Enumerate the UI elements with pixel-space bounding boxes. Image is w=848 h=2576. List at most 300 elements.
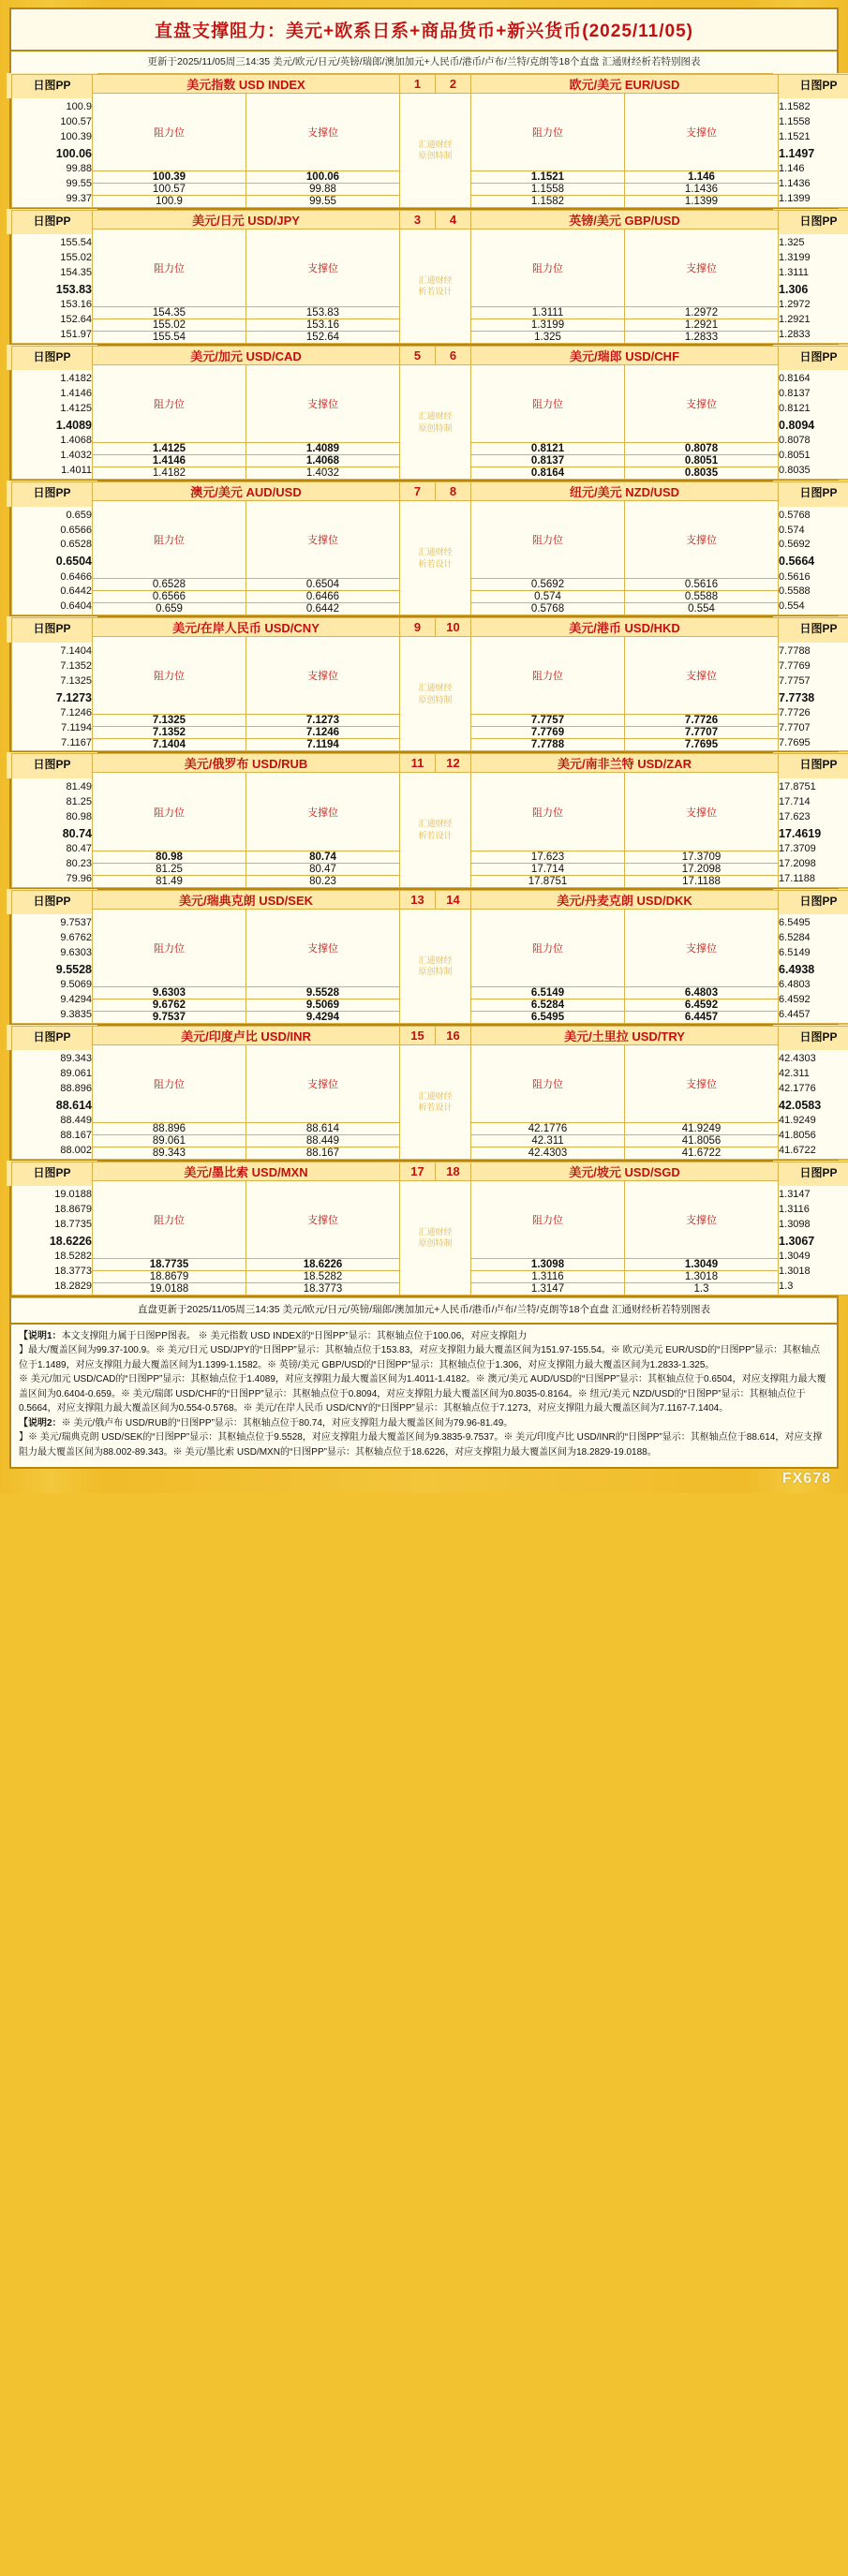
support-value-right: 7.7726	[625, 715, 779, 727]
pair-block	[11, 890, 837, 1026]
watermark-cell: 汇通财经 析若设计	[400, 773, 471, 887]
pivot-value: 9.5528	[55, 962, 92, 976]
pivot-value: 18.7735	[54, 1219, 92, 1231]
pivot-value: 99.55	[66, 178, 92, 190]
notes-section	[9, 1325, 839, 1470]
pivot-value: 152.64	[60, 314, 92, 326]
pivot-value: 0.6566	[60, 524, 92, 536]
resistance-value-left: 18.7735	[93, 1259, 246, 1271]
pair-block	[11, 1026, 837, 1162]
pivot-list-left	[12, 347, 93, 480]
pivot-value: 17.1188	[779, 872, 815, 884]
pivot-value: 1.3098	[779, 1219, 811, 1231]
pair-table	[11, 346, 848, 480]
pivot-value: 0.6528	[60, 539, 92, 551]
pp-column-header: 日图PP	[773, 1025, 848, 1050]
pair-table	[11, 1162, 848, 1295]
resistance-label-left: 阻力位	[93, 1180, 246, 1258]
resistance-label-right: 阻力位	[471, 909, 625, 986]
support-value-left: 152.64	[246, 332, 400, 344]
pivot-value: 88.002	[60, 1144, 92, 1156]
pivot-value: 7.1246	[60, 706, 92, 718]
resistance-value-left: 81.49	[93, 875, 246, 887]
support-value-left: 88.614	[246, 1122, 400, 1134]
pair-title-left: 美元/加元 USD/CAD	[93, 347, 400, 365]
pair-title-right: 美元/丹麦克朗 USD/DKK	[471, 890, 779, 909]
pivot-value: 0.6466	[60, 570, 92, 583]
pp-column-header: 日图PP	[7, 616, 97, 642]
pivot-value: 0.8137	[779, 388, 811, 400]
resistance-value-left: 9.6762	[93, 999, 246, 1011]
pp-column-header: 日图PP	[773, 889, 848, 914]
pp-column-header: 日图PP	[7, 345, 97, 370]
block-header-row	[12, 890, 848, 909]
pivot-value: 100.39	[60, 131, 92, 143]
pair-index-right: 12	[436, 754, 471, 773]
pair-index-left: 15	[400, 1026, 436, 1044]
pp-column-header: 日图PP	[7, 481, 97, 506]
pivot-value: 1.2833	[779, 329, 811, 341]
resistance-label-left: 阻力位	[93, 773, 246, 851]
support-value-right: 1.1436	[625, 183, 779, 195]
pivot-value: 1.4068	[60, 435, 92, 447]
pivot-value: 41.9249	[779, 1115, 816, 1127]
support-label-left: 支撑位	[246, 909, 400, 986]
pair-block	[11, 617, 837, 753]
pivot-list-right	[779, 618, 848, 751]
support-value-right: 41.8056	[625, 1134, 779, 1147]
pivot-value: 0.5588	[779, 585, 811, 598]
watermark-cell: 汇通财经 原创特制	[400, 93, 471, 207]
pp-column-header: 日图PP	[773, 481, 848, 506]
support-label-left: 支撑位	[246, 501, 400, 579]
resistance-value-right: 42.311	[471, 1134, 625, 1147]
pair-block	[11, 481, 837, 617]
pivot-value: 9.7537	[60, 916, 92, 928]
pair-index-left: 5	[400, 347, 436, 365]
support-label-left: 支撑位	[246, 229, 400, 306]
resistance-value-left: 1.4146	[93, 455, 246, 467]
pivot-value: 1.1582	[779, 101, 811, 113]
pivot-list-right	[779, 754, 848, 887]
resistance-value-right: 1.1558	[471, 183, 625, 195]
pair-table	[11, 1026, 848, 1160]
pivot-value: 6.4457	[779, 1008, 811, 1020]
block-header-row	[12, 1162, 848, 1180]
footer-bar: 直盘更新于2025/11/05周三14:35 美元/欧元/日元/英镑/瑞郎/澳加加元+人民币/港币/卢布/兰特/克朗等18个直盘 汇通财经析若特别图表	[9, 1297, 839, 1325]
pivot-value: 151.97	[60, 329, 92, 341]
support-label-left: 支撑位	[246, 637, 400, 715]
watermark-cell: 汇通财经 析若设计	[400, 229, 471, 343]
support-value-right: 17.3709	[625, 851, 779, 863]
resistance-value-left: 7.1404	[93, 739, 246, 751]
support-value-left: 9.5528	[246, 986, 400, 999]
pivot-value: 17.623	[779, 810, 811, 822]
pivot-value: 1.3199	[779, 252, 811, 264]
pair-index-right: 4	[436, 210, 471, 229]
pivot-value: 1.4089	[55, 419, 92, 433]
pivot-value: 88.167	[60, 1130, 92, 1141]
support-value-left: 18.6226	[246, 1259, 400, 1271]
pivot-value: 18.8679	[54, 1204, 92, 1216]
pivot-value: 9.4294	[60, 993, 92, 1005]
pivot-value: 99.37	[66, 192, 92, 204]
pivot-value: 0.6504	[55, 555, 92, 569]
pair-title-right: 英镑/美元 GBP/USD	[471, 210, 779, 229]
pair-index-left: 13	[400, 890, 436, 909]
support-value-right: 1.2833	[625, 332, 779, 344]
resistance-value-right: 7.7769	[471, 727, 625, 739]
pivot-value: 7.7757	[779, 674, 811, 687]
resistance-value-left: 89.343	[93, 1147, 246, 1159]
resistance-value-right: 17.714	[471, 863, 625, 875]
pivot-value: 7.1404	[60, 644, 92, 657]
pivot-value: 9.3835	[60, 1008, 92, 1020]
resistance-value-right: 42.4303	[471, 1147, 625, 1159]
block-subheader-row	[12, 637, 848, 715]
pivot-value: 88.614	[55, 1098, 92, 1112]
pivot-list-left	[12, 890, 93, 1023]
support-value-left: 88.449	[246, 1134, 400, 1147]
support-label-right: 支撑位	[625, 365, 779, 443]
support-value-right: 1.3	[625, 1283, 779, 1295]
pair-title-right: 美元/坡元 USD/SGD	[471, 1162, 779, 1180]
pivot-value: 7.1273	[55, 690, 92, 704]
watermark-cell: 汇通财经 原创特制	[400, 637, 471, 751]
support-value-right: 41.6722	[625, 1147, 779, 1159]
support-label-left: 支撑位	[246, 1044, 400, 1122]
pivot-list-left	[12, 1026, 93, 1159]
support-value-left: 153.16	[246, 319, 400, 332]
resistance-value-left: 80.98	[93, 851, 246, 863]
resistance-value-left: 9.7537	[93, 1011, 246, 1023]
support-label-right: 支撑位	[625, 93, 779, 170]
pivot-value: 1.3111	[779, 267, 810, 279]
resistance-value-right: 7.7757	[471, 715, 625, 727]
pivot-value: 1.4011	[61, 465, 92, 477]
pivot-value: 17.4619	[779, 826, 822, 840]
resistance-value-left: 81.25	[93, 863, 246, 875]
support-value-right: 0.8035	[625, 467, 779, 480]
pp-column-header: 日图PP	[773, 73, 848, 98]
support-label-right: 支撑位	[625, 1044, 779, 1122]
resistance-label-left: 阻力位	[93, 501, 246, 579]
quotes-board	[9, 74, 839, 1297]
support-label-right: 支撑位	[625, 773, 779, 851]
block-subheader-row	[12, 93, 848, 170]
block-header-row	[12, 482, 848, 501]
pivot-value: 0.659	[66, 509, 92, 521]
pivot-value: 6.5495	[779, 916, 811, 928]
pivot-value: 155.02	[60, 252, 92, 264]
pivot-value: 1.2921	[779, 314, 811, 326]
pair-title-left: 美元/俄罗布 USD/RUB	[93, 754, 400, 773]
resistance-value-left: 155.54	[93, 332, 246, 344]
pivot-value: 100.06	[55, 146, 92, 160]
pair-index-left: 3	[400, 210, 436, 229]
pair-index-left: 1	[400, 74, 436, 93]
pivot-value: 7.1167	[61, 736, 92, 748]
pair-title-right: 纽元/美元 NZD/USD	[471, 482, 779, 501]
support-value-left: 99.88	[246, 183, 400, 195]
pivot-value: 1.3049	[779, 1251, 811, 1263]
pair-table	[11, 74, 848, 208]
pivot-value: 42.1776	[779, 1083, 816, 1094]
pair-table	[11, 753, 848, 887]
pivot-value: 7.1352	[60, 659, 92, 672]
resistance-value-right: 0.8137	[471, 455, 625, 467]
support-value-right: 7.7695	[625, 739, 779, 751]
pivot-value: 1.1497	[779, 146, 815, 160]
pair-index-left: 7	[400, 482, 436, 501]
resistance-value-left: 88.896	[93, 1122, 246, 1134]
pivot-value: 9.6303	[60, 946, 92, 958]
support-value-left: 18.3773	[246, 1283, 400, 1295]
pivot-value: 6.5149	[779, 946, 811, 958]
pivot-value: 7.7707	[779, 721, 811, 733]
support-value-right: 17.2098	[625, 863, 779, 875]
pivot-value: 154.35	[60, 267, 92, 279]
pair-index-right: 10	[436, 618, 471, 637]
resistance-label-right: 阻力位	[471, 1044, 625, 1122]
pivot-value: 6.5284	[779, 931, 811, 943]
support-label-right: 支撑位	[625, 501, 779, 579]
pair-index-right: 18	[436, 1162, 471, 1180]
pair-title-left: 美元指数 USD INDEX	[93, 74, 400, 93]
resistance-label-right: 阻力位	[471, 365, 625, 443]
resistance-value-left: 19.0188	[93, 1283, 246, 1295]
resistance-value-right: 1.1521	[471, 170, 625, 183]
resistance-value-left: 1.4125	[93, 443, 246, 455]
pair-index-left: 9	[400, 618, 436, 637]
pp-column-header: 日图PP	[773, 345, 848, 370]
pivot-value: 18.6226	[49, 1235, 92, 1249]
pivot-list-left	[12, 1162, 93, 1295]
block-subheader-row	[12, 773, 848, 851]
resistance-label-right: 阻力位	[471, 229, 625, 306]
block-subheader-row	[12, 1044, 848, 1122]
support-value-left: 99.55	[246, 195, 400, 207]
resistance-value-left: 154.35	[93, 307, 246, 319]
pivot-value: 1.1521	[779, 131, 811, 143]
support-value-right: 7.7707	[625, 727, 779, 739]
pair-block	[11, 210, 837, 346]
support-value-left: 0.6442	[246, 603, 400, 615]
pp-column-header: 日图PP	[773, 616, 848, 642]
pair-index-right: 14	[436, 890, 471, 909]
pp-column-header: 日图PP	[773, 209, 848, 234]
resistance-value-right: 1.3111	[471, 307, 625, 319]
resistance-label-right: 阻力位	[471, 1180, 625, 1258]
pair-block	[11, 753, 837, 889]
pivot-value: 1.325	[779, 237, 805, 249]
pivot-value: 41.6722	[779, 1144, 816, 1156]
resistance-value-right: 17.8751	[471, 875, 625, 887]
pivot-value: 1.4125	[60, 403, 92, 415]
support-value-right: 6.4592	[625, 999, 779, 1011]
block-header-row	[12, 347, 848, 365]
resistance-label-left: 阻力位	[93, 365, 246, 443]
resistance-value-left: 18.8679	[93, 1271, 246, 1283]
resistance-value-right: 7.7788	[471, 739, 625, 751]
support-label-right: 支撑位	[625, 909, 779, 986]
support-value-left: 9.5069	[246, 999, 400, 1011]
pivot-value: 79.96	[66, 872, 92, 884]
resistance-value-left: 1.4182	[93, 467, 246, 480]
pivot-list-right	[779, 74, 848, 207]
pair-title-left: 美元/瑞典克朗 USD/SEK	[93, 890, 400, 909]
pivot-list-right	[779, 210, 848, 343]
pivot-value: 88.896	[60, 1083, 92, 1094]
block-header-row	[12, 754, 848, 773]
support-value-right: 17.1188	[625, 875, 779, 887]
pair-title-left: 美元/墨比索 USD/MXN	[93, 1162, 400, 1180]
pivot-list-right	[779, 482, 848, 615]
pivot-value: 99.88	[66, 163, 92, 175]
pivot-list-left	[12, 74, 93, 207]
note-2: 【说明2：※ 美元/俄卢布 USD/RUB的“日图PP”显示：其枢轴点位于80.74，对应支撑阻力最大覆盖区间为79.96-81.49。	[19, 1417, 513, 1429]
pair-title-right: 美元/南非兰特 USD/ZAR	[471, 754, 779, 773]
support-label-left: 支撑位	[246, 93, 400, 170]
resistance-value-right: 0.574	[471, 591, 625, 603]
resistance-value-left: 0.6528	[93, 579, 246, 591]
support-value-right: 1.2921	[625, 319, 779, 332]
note-1-cont: ※ 美元/加元 USD/CAD的“日图PP”显示：其枢轴点位于1.4089，对应支撑阻力最大覆盖区间为1.4011-1.4182。※ 澳元/美元 AUD/USD的“日图PP”显示：其枢轴点位于0.6504，对应支撑阻力最大覆盖区间为0.6404-0.659。※ 美元/瑞郎 USD/CHF的“日图PP”显示：其枢轴点位于0.8094，对应支撑阻力最大覆盖区间为0.8035-0.8164。※ 纽元/美元 NZD/USD的“日图PP”显示：其枢轴点位于0.5664，对应支撑阻力最大覆盖区间为0.554-0.5768。※ 美元/在岸人民币 USD/CNY的“日图PP”显示：其枢轴点位于7.1273，对应支撑阻力最大覆盖区间为7.1167-7.1404。	[19, 1374, 826, 1414]
pivot-list-right	[779, 1026, 848, 1159]
support-value-left: 1.4089	[246, 443, 400, 455]
support-value-left: 80.23	[246, 875, 400, 887]
support-value-right: 1.146	[625, 170, 779, 183]
title-bar	[9, 7, 839, 52]
pivot-value: 0.8078	[779, 435, 811, 447]
block-subheader-row	[12, 501, 848, 579]
watermark-cell: 汇通财经 原创特制	[400, 1180, 471, 1295]
resistance-label-left: 阻力位	[93, 229, 246, 306]
watermark-cell: 汇通财经 原创特制	[400, 365, 471, 480]
pivot-list-right	[779, 1162, 848, 1295]
pivot-value: 7.7695	[779, 736, 811, 748]
block-header-row	[12, 210, 848, 229]
pp-column-header: 日图PP	[7, 209, 97, 234]
pivot-value: 153.16	[60, 299, 92, 311]
pivot-value: 81.25	[66, 795, 92, 807]
pivot-list-left	[12, 618, 93, 751]
resistance-value-left: 0.6566	[93, 591, 246, 603]
resistance-value-right: 17.623	[471, 851, 625, 863]
pivot-value: 19.0188	[54, 1189, 92, 1201]
resistance-value-right: 0.5768	[471, 603, 625, 615]
pair-index-left: 17	[400, 1162, 436, 1180]
pivot-value: 7.7788	[779, 644, 811, 657]
pivot-value: 0.574	[779, 524, 805, 536]
pivot-list-left	[12, 482, 93, 615]
resistance-label-right: 阻力位	[471, 501, 625, 579]
pivot-value: 0.6404	[60, 600, 92, 613]
support-label-left: 支撑位	[246, 1180, 400, 1258]
pivot-value: 155.54	[60, 237, 92, 249]
block-subheader-row	[12, 365, 848, 443]
resistance-value-left: 100.57	[93, 183, 246, 195]
support-value-right: 6.4457	[625, 1011, 779, 1023]
pivot-value: 1.3116	[779, 1204, 810, 1216]
support-value-right: 1.3018	[625, 1271, 779, 1283]
support-value-left: 88.167	[246, 1147, 400, 1159]
support-value-left: 80.47	[246, 863, 400, 875]
resistance-value-right: 6.5149	[471, 986, 625, 999]
pivot-value: 80.98	[66, 810, 92, 822]
pivot-list-left	[12, 210, 93, 343]
block-subheader-row	[12, 909, 848, 986]
support-value-left: 0.6466	[246, 591, 400, 603]
support-value-right: 1.3049	[625, 1259, 779, 1271]
support-value-left: 7.1246	[246, 727, 400, 739]
pivot-value: 6.4803	[779, 978, 811, 990]
pivot-value: 6.4592	[779, 993, 811, 1005]
resistance-value-right: 0.8121	[471, 443, 625, 455]
support-label-left: 支撑位	[246, 365, 400, 443]
resistance-value-right: 0.5692	[471, 579, 625, 591]
note-1: 【说明1：本文支撑阻力属于日图PP图表。 ※ 美元指数 USD INDEX的“日图PP”显示：其枢轴点位于100.06，对应支撑阻力	[19, 1330, 528, 1341]
resistance-value-right: 42.1776	[471, 1122, 625, 1134]
resistance-value-right: 6.5495	[471, 1011, 625, 1023]
resistance-label-left: 阻力位	[93, 909, 246, 986]
support-label-right: 支撑位	[625, 637, 779, 715]
support-value-left: 1.4032	[246, 467, 400, 480]
pair-title-left: 美元/印度卢比 USD/INR	[93, 1026, 400, 1044]
pivot-value: 18.3773	[54, 1266, 92, 1278]
pp-column-header: 日图PP	[7, 1161, 97, 1186]
pivot-value: 41.8056	[779, 1130, 816, 1141]
update-subtitle: 更新于2025/11/05周三14:35 美元/欧元/日元/英镑/瑞郎/澳加加元+人民币/港币/卢布/兰特/克朗等18个直盘 汇通财经析若特别图表	[9, 52, 839, 74]
block-subheader-row	[12, 229, 848, 306]
pp-column-header: 日图PP	[7, 73, 97, 98]
watermark-cell: 汇通财经 析若设计	[400, 1044, 471, 1159]
resistance-value-right: 6.5284	[471, 999, 625, 1011]
pivot-value: 1.146	[779, 163, 805, 175]
pair-title-left: 美元/在岸人民币 USD/CNY	[93, 618, 400, 637]
support-label-right: 支撑位	[625, 229, 779, 306]
pivot-value: 153.83	[55, 283, 92, 297]
pair-index-right: 16	[436, 1026, 471, 1044]
pivot-value: 1.3018	[779, 1266, 811, 1278]
support-value-right: 0.8078	[625, 443, 779, 455]
resistance-value-right: 0.8164	[471, 467, 625, 480]
note-1-cont: 】最大/覆盖区间为99.37-100.9。※ 美元/日元 USD/JPY的“日图PP”显示：其枢轴点位于153.83，对应支撑阻力最大覆盖区间为151.97-155.54。※ 欧元/美元 EUR/USD的“日图PP”显示：其枢轴点位于1.1489，对应支撑阻力最大覆盖区间为1.1399-1.1582。※ 英镑/美元 GBP/USD的“日图PP”显示：其枢轴点位于1.306，对应支撑阻力最大覆盖区间为1.2833-1.325。	[19, 1345, 821, 1370]
block-header-row	[12, 618, 848, 637]
pp-column-header: 日图PP	[773, 752, 848, 777]
pivot-value: 1.3067	[779, 1235, 815, 1249]
pair-title-right: 欧元/美元 EUR/USD	[471, 74, 779, 93]
support-value-left: 7.1194	[246, 739, 400, 751]
pair-title-right: 美元/港币 USD/HKD	[471, 618, 779, 637]
pair-index-right: 2	[436, 74, 471, 93]
support-value-right: 1.1399	[625, 195, 779, 207]
pivot-value: 0.8164	[779, 373, 811, 385]
pivot-value: 1.3	[779, 1281, 794, 1293]
resistance-label-right: 阻力位	[471, 773, 625, 851]
pivot-value: 80.74	[62, 826, 92, 840]
pair-index-right: 8	[436, 482, 471, 501]
pivot-value: 17.8751	[779, 780, 816, 792]
pivot-value: 0.8121	[779, 403, 811, 415]
pp-column-header: 日图PP	[773, 1161, 848, 1186]
pivot-value: 42.4303	[779, 1053, 816, 1065]
pivot-value: 0.6442	[60, 585, 92, 598]
pivot-value: 1.1399	[779, 192, 811, 204]
pair-block	[11, 74, 837, 210]
pair-index-left: 11	[400, 754, 436, 773]
pair-title-left: 澳元/美元 AUD/USD	[93, 482, 400, 501]
